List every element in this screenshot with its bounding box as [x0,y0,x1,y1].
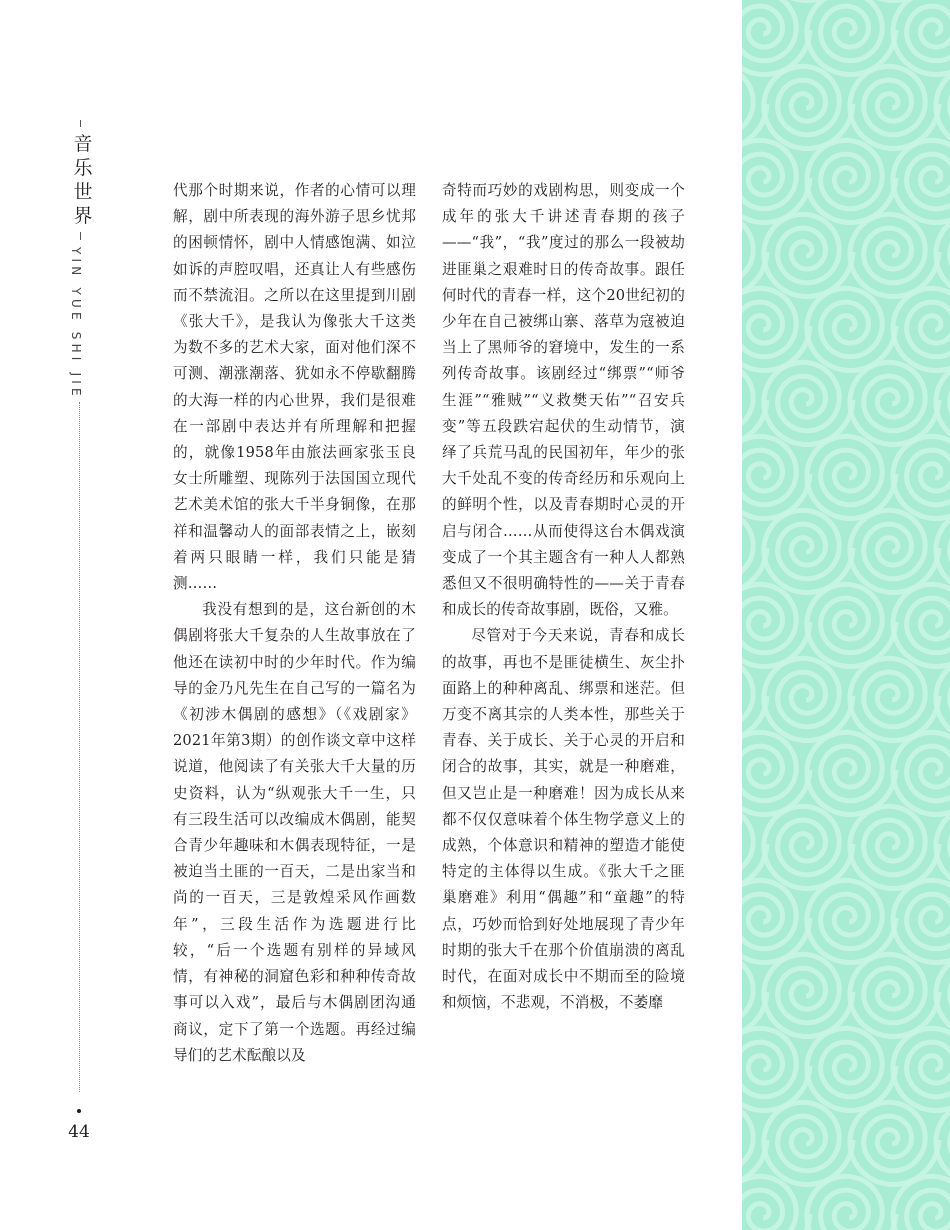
title-top-rule [80,120,81,127]
text-column-left [173,178,416,1069]
page-number: 44 [68,1122,90,1142]
decorative-swirl-band [742,0,950,1230]
page-bullet [77,1109,81,1113]
journal-title-char: 音 [73,133,93,155]
title-bottom-rule [80,232,81,240]
swirl-pattern [742,0,950,1230]
dotted-divider [79,402,80,1092]
paragraph: 尽管对于今天来说，青春和成长的故事，再也不是匪徒横生、灰尘扑面路上的种种离乱、绑票和迷茫。但万变不离其宗的人类本性，那些关于青春、关于成长、关于心灵的开启和闭合的故事，其实，就是一种磨难，但又岂止是一种磨难！因为成长从来都不仅仅意味着个体生物学意义上的成熟，个体意识和精神的塑造才能使特定的主体得以生成。《张大千之匪巢磨难》利用“偶趣”和“童趣”的特点，巧妙而恰到好处地展现了青少年时期的张大千在那个价值崩溃的离乱时代，在面对成长中不期而至的险境和烦恼，不悲观，不消极，不萎靡 [442,627,685,1012]
journal-title [72,132,94,228]
journal-title-char: 界 [73,205,93,227]
paragraph: 奇特而巧妙的戏剧构思，则变成一个成年的张大千讲述青春期的孩子——“我”，“我”度过的那么一段被劫进匪巢之艰难时日的传奇故事。跟任何时代的青春一样，这个20世纪初的少年在自己被绑山寨、落草为寇被迫当上了黑师爷的窘境中，发生的一系列传奇故事。该剧经过“绑票”“师爷生涯”“雅贼”“义救樊天佑”“召安兵变”等五段跌宕起伏的生动情节，演绎了兵荒马乱的民国初年，年少的张大千处乱不变的传奇经历和乐观向上的鲜明个性，以及青春期时心灵的开启与闭合……从而使得这台木偶戏演变成了一个其主题含有一种人人都熟悉但又不很明确特性的——关于青春和成长的传奇故事剧，既俗，又雅。 [442,182,685,619]
running-head [62,0,102,1230]
journal-pinyin: YIN YUE SHI JIE [69,247,83,400]
paragraph: 我没有想到的是，这台新创的木偶剧将张大千复杂的人生故事放在了他还在读初中时的少年时代。作为编导的金乃凡先生在自己写的一篇名为《初涉木偶剧的感想》（《戏剧家》2021年第3期）的创作谈文章中这样说道，他阅读了有关张大千大量的历史资料，认为“纵观张大千一生，只有三段生活可以改编成木偶剧，能契合青少年趣味和木偶表现特征，一是被迫当土匪的一百天，二是出家当和尚的一百天，三是敦煌采风作画数年”，三段生活作为选题进行比较，“后一个选题有别样的异域风情，有神秘的洞窟色彩和种种传奇故事可以入戏”，最后与木偶剧团沟通商议，定下了第一个选题。再经过编导们的艺术酝酿以及 [173,601,416,1064]
journal-title-char: 世 [73,181,93,203]
journal-title-char: 乐 [73,157,93,179]
text-column-right [442,178,685,1017]
paragraph: 代那个时期来说，作者的心情可以理解，剧中所表现的海外游子思乡忧邦的困顿情怀，剧中人情感饱满、如泣如诉的声腔叹唱，还真让人有些感伤而不禁流泪。之所以在这里提到川剧《张大千》，是我认为像张大千这类为数不多的艺术大家，面对他们深不可测、潮涨潮落、犹如永不停歇翻腾的大海一样的内心世界，我们是很难在一部剧中表达并有所理解和把握的，就像1958年由旅法画家张玉良女士所雕塑、现陈列于法国国立现代艺术美术馆的张大千半身铜像，在那祥和温馨动人的面部表情之上，嵌刻着两只眼睛一样，我们只能是猜测…… [173,182,416,593]
